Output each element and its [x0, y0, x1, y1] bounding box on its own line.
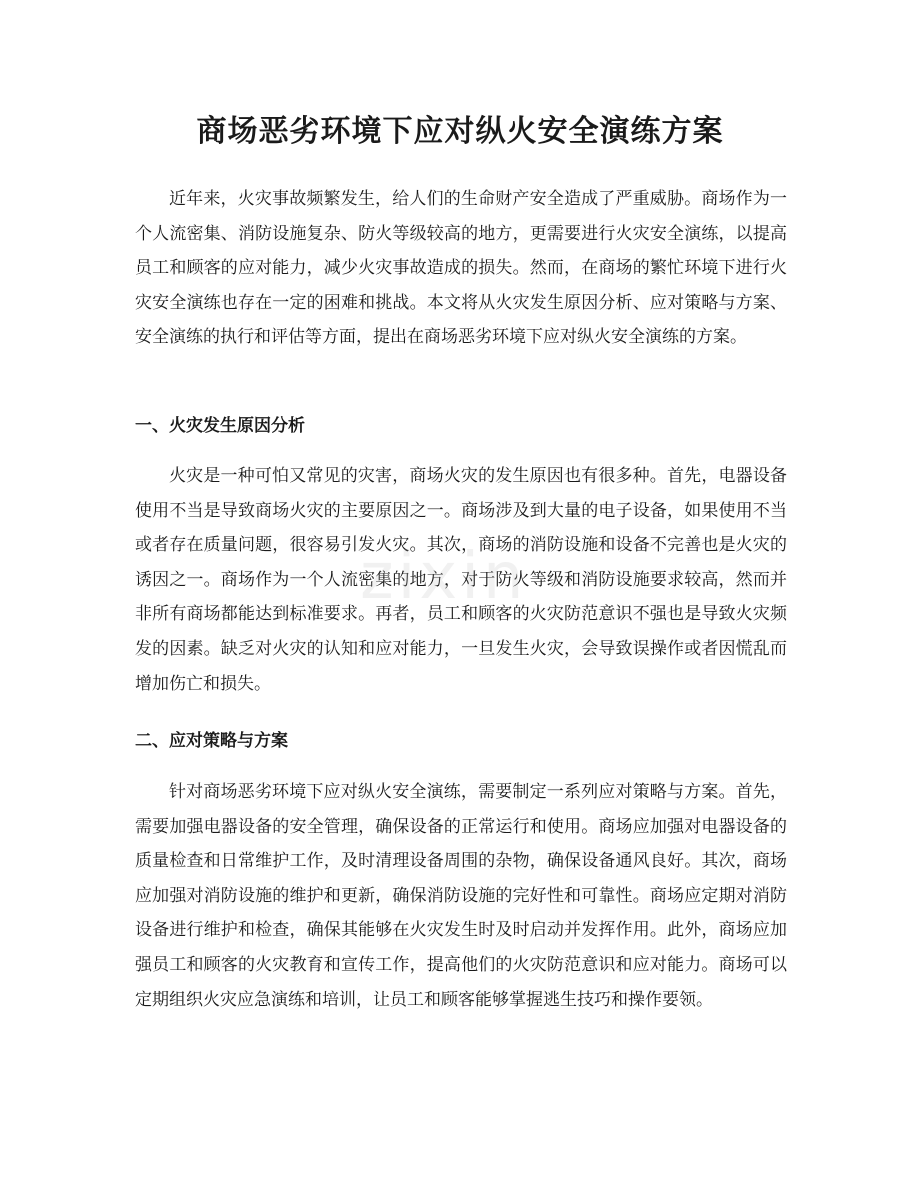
document-title: 商场恶劣环境下应对纵火安全演练方案 [196, 114, 724, 149]
watermark: zixin [360, 540, 528, 614]
intro-paragraph: 近年来，火灾事故频繁发生，给人们的生命财产安全造成了严重威胁。商场作为一个人流密集、消防设施复杂、防火等级较高的地方，更需要进行火灾安全演练，以提高员工和顾客的应对能力，减少火灾事故造成的损失。然而，在商场的繁忙环境下进行火灾安全演练也存在一定的困难和挑战。本文将从火灾发生原因分析、应对策略与方案、安全演练的执行和评估等方面，提出在商场恶劣环境下应对纵火安全演练的方案。 [135, 189, 787, 348]
section-heading-strategies: 二、应对策略与方案 [135, 731, 288, 751]
section-body-causes: 火灾是一种可怕又常见的灾害，商场火灾的发生原因也有很多种。首先，电器设备使用不当是导致商场火灾的主要原因之一。商场涉及到大量的电子设备，如果使用不当或者存在质量问题，很容易引发火灾。其次，商场的消防设施和设备不完善也是火灾的诱因之一。商场作为一个人流密集的地方，对于防火等级和消防设施要求较高，然而并非所有商场都能达到标准要求。再者，员工和顾客的火灾防范意识不强也是导致火灾频发的因素。缺乏对火灾的认知和应对能力，一旦发生火灾，会导致误操作或者因慌乱而增加伤亡和损失。 [135, 466, 787, 694]
section-body-strategies: 针对商场恶劣环境下应对纵火安全演练，需要制定一系列应对策略与方案。首先，需要加强电器设备的安全管理，确保设备的正常运行和使用。商场应加强对电器设备的质量检查和日常维护工作，及时清理设备周围的杂物，确保设备通风良好。其次，商场应加强对消防设施的维护和更新，确保消防设施的完好性和可靠性。商场应定期对消防设备进行维护和检查，确保其能够在火灾发生时及时启动并发挥作用。此外，商场应加强员工和顾客的火灾教育和宣传工作，提高他们的火灾防范意识和应对能力。商场可以定期组织火灾应急演练和培训，让员工和顾客能够掌握逃生技巧和操作要领。 [135, 782, 787, 1010]
section-heading-causes: 一、火灾发生原因分析 [135, 416, 305, 436]
